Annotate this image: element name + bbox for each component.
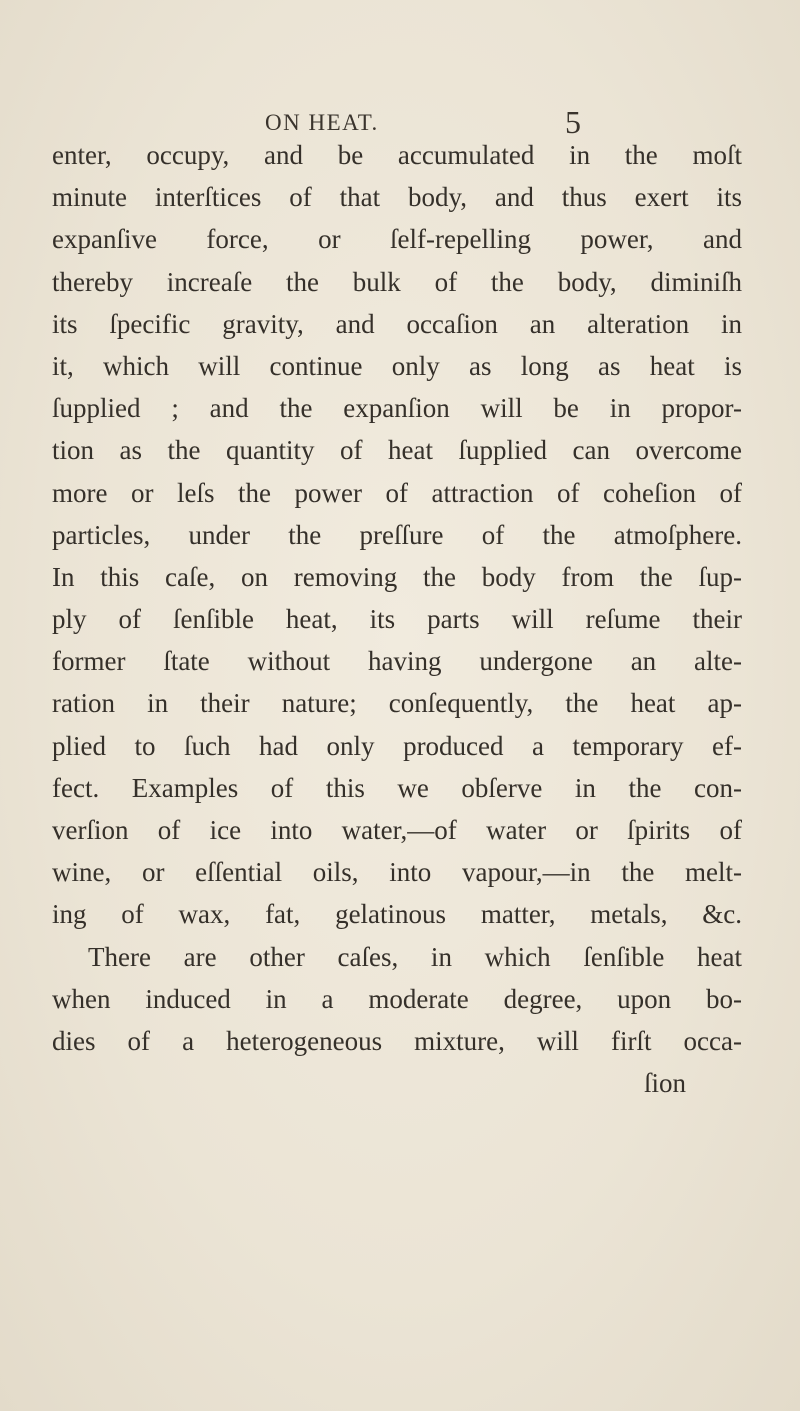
text-line: enter, occupy, and be accumulated in the moſt [52,140,742,170]
text-line: minute interſtices of that body, and thus exert its [52,182,742,213]
text-line: it, which will continue only as long as heat is [52,350,742,381]
text-line: ply of ſenſible heat, its parts will reſume their [52,604,742,635]
text-line: plied to ſuch had only produced a temporary ef- [52,730,742,761]
text-line: when induced in a moderate degree, upon bo- [52,983,742,1014]
body-text [52,134,742,1104]
text-line: In this caſe, on removing the body from the ſup- [52,561,742,592]
text-line: expanſive force, or ſelf-repelling power, and [52,224,742,255]
text-line: its ſpecific gravity, and occaſion an alteration in [52,308,742,339]
text-line: dies of a heterogeneous mixture, will firſt occa- [52,1025,742,1056]
text-line: wine, or eſſential oils, into vapour,—in the melt- [52,857,742,888]
text-line: ſupplied ; and the expanſion will be in propor- [52,393,742,424]
text-line: ing of wax, fat, gelatinous matter, metals, &c. [52,899,742,930]
text-line: There are other caſes, in which ſenſible heat [88,941,742,972]
text-line: verſion of ice into water,—of water or ſpirits of [52,815,742,845]
page-number: 5 [565,104,581,140]
running-title: ON HEAT. [265,110,379,135]
text-line: former ſtate without having undergone an alte- [52,646,742,677]
text-line: fect. Examples of this we obſerve in the con- [52,772,742,803]
text-line: tion as the quantity of heat ſupplied can overcome [52,435,742,466]
text-line: more or leſs the power of attraction of coheſion of [52,477,742,508]
text-line: particles, under the preſſure of the atmoſphere. [52,519,742,550]
text-line: ration in their nature; conſequently, the heat ap- [52,688,742,719]
catchword: ſion [643,1068,686,1099]
text-line: thereby increaſe the bulk of the body, diminiſh [52,266,742,297]
